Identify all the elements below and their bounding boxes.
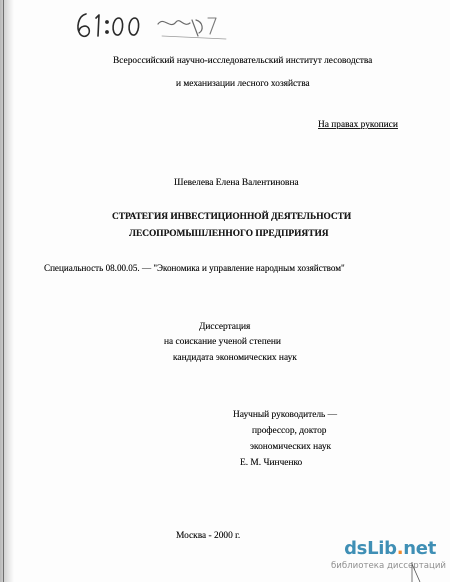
binding-edge-line xyxy=(3,0,4,582)
dslib-brand-tld: net xyxy=(403,538,436,559)
supervisor-title: профессор, доктор xyxy=(252,426,327,436)
city-year: Москва - 2000 г. xyxy=(176,531,241,541)
institution-line-2: и механизации лесного хозяйства xyxy=(176,79,310,89)
dslib-brand-dot: . xyxy=(396,538,404,559)
dslib-subtitle: библиотека диссертаций xyxy=(330,561,446,571)
title-line-2: ЛЕСОПРОМЫШЛЕННОГО ПРЕДПРИЯТИЯ xyxy=(129,229,329,239)
degree-name: кандидата экономических наук xyxy=(173,353,297,363)
author-name: Шевелева Елена Валентиновна xyxy=(174,178,299,188)
supervisor-label: Научный руководитель — xyxy=(233,410,338,420)
supervisor-name: Е. М. Чинченко xyxy=(240,458,303,468)
degree-purpose: на соискание ученой степени xyxy=(164,337,281,347)
dslib-brand-text xyxy=(344,538,436,560)
institution-line-1: Всероссийский научно-исследовательский институт лесоводства xyxy=(113,56,373,66)
dissertation-label: Диссертация xyxy=(199,322,251,332)
handwritten-archive-note xyxy=(66,6,236,48)
page-corner-mark xyxy=(410,562,424,582)
dslib-watermark-logo xyxy=(330,534,450,582)
title-line-1: СТРАТЕГИЯ ИНВЕСТИЦИОННОЙ ДЕЯТЕЛЬНОСТИ xyxy=(112,212,352,222)
specialty-line: Специальность 08.00.05. — "Экономика и управление народным хозяйством" xyxy=(44,263,345,273)
supervisor-degree: экономических наук xyxy=(250,442,332,452)
dslib-brand-name: dsLib xyxy=(344,538,397,559)
manuscript-rights-label: На правах рукописи xyxy=(318,120,398,130)
